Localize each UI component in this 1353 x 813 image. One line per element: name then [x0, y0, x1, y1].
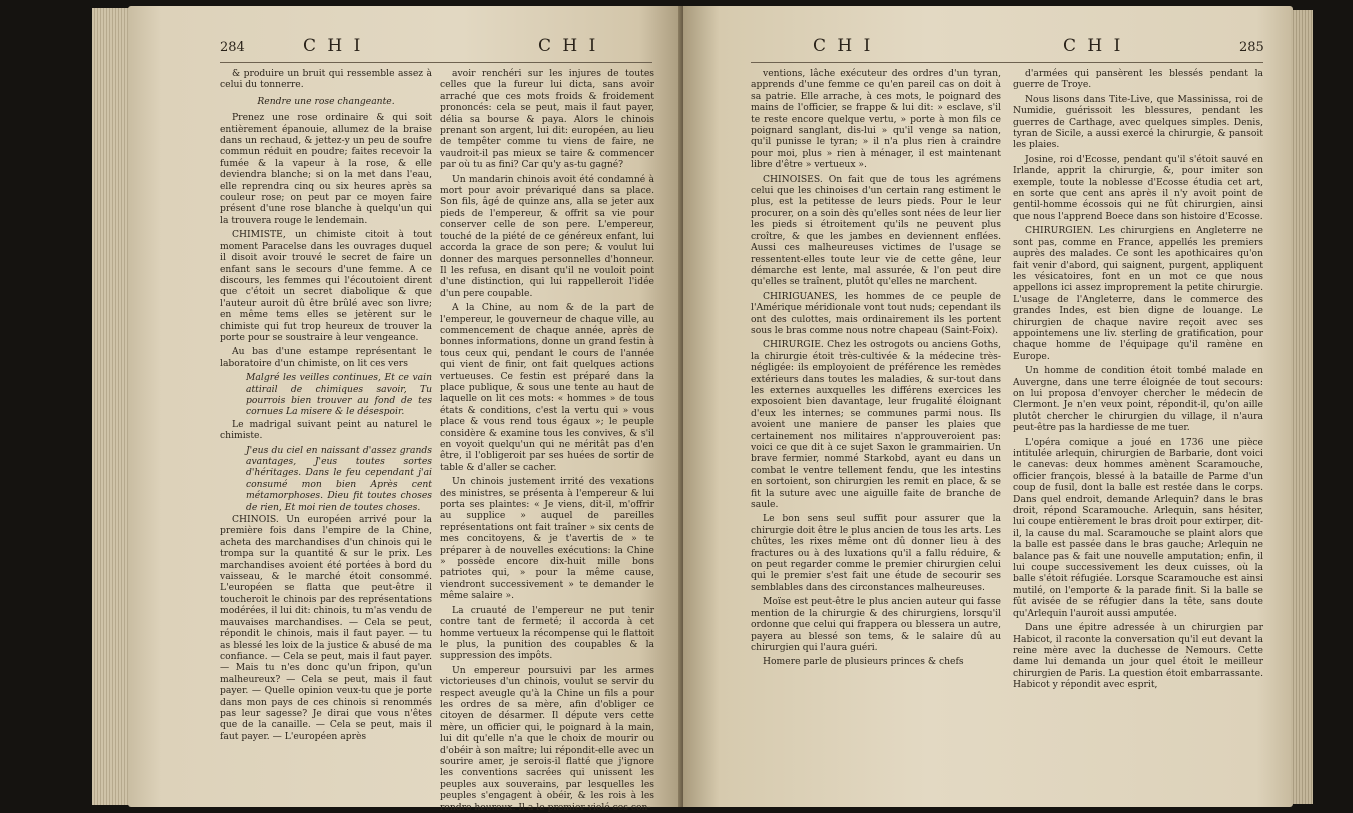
paragraph: A la Chine, au nom & de la part de l'empereur, le gouverneur de chaque ville, au commencement de chaque année, après de bonnes informations, donne un grand festin à tous ceux qui, pendant le cours de l'année qui vient de finir, ont fait quelques actions vertueuses. Ce festin est préparé dans la place publique, & sous une tente au haut de laquelle on lit ces mots: « hommes » de tous états & conditions, c'est la vertu qui » vous place & vous rend tous égaux »; le peuple considère & examine tous les convives, & s'il en voyoit quelqu'un qui ne méritât pas d'en être, il l'obligeroit par ses huées de sortir de table & d'aller se cacher. — [440, 302, 654, 473]
paragraph: Josine, roi d'Ecosse, pendant qu'il s'étoit sauvé en Irlande, apprit la chirurgie, &, pour imiter son exemple, toute la noblesse d'Ecosse étudia cet art, en sorte que cent ans après il n'y avoit point de gentil-homme écossois qui ne fût chirurgien, ainsi que nous l'apprend Boece dans son histoire d'Ecosse. — [1013, 153, 1263, 222]
page-number-right: 285 — [1239, 40, 1264, 55]
paragraph: Le madrigal suivant peint au naturel le chimiste. — [220, 418, 432, 442]
right-column-2 — [1013, 68, 1263, 793]
paragraph: L'opéra comique a joué en 1736 une pièce intitulée arlequin, chirurgien de Barbarie, dont voici le canevas: deux hommes amènent Scaramouche, officier françois, blessé à la bataille de Parme d'un coup de fusil, dont la balle est restée dans le corps. Dans quel endroit, demande Arlequin? dans le bras droit, répond Scaramouche. Arlequin, sans hésiter, lui coupe entièrement le bras droit pour extirper, dit-il, la cause du mal. Scaramouche se plaint alors que la balle est passée dans le bras gauche; Arlequin ne balance pas & fait une nouvelle amputation; enfin, il lui coupe successivement les deux cuisses, où la balle s'étoit réfugiée. Lorsque Scaramouche est ainsi mutilé, on l'emporte & la parade finit. Si la balle se fût avisée de se réfugier dans la tête, sans doute qu'Arlequin l'auroit aussi amputée. — [1013, 436, 1263, 619]
section-heading: Rendre une rose changeante. — [257, 95, 395, 107]
verse: Malgré les veilles continues, Et ce vain attirail de chimiques savoir, Tu pourrois bien trouver au fond de tes cornues La misere & le désespoir. — [246, 372, 432, 418]
page-edges-left — [92, 8, 132, 805]
running-head-right-1: C H I — [813, 36, 874, 56]
verse: J'eus du ciel en naissant d'assez grands avantages, J'eus toutes sortes d'héritages. Dans le feu cependant j'ai consumé mon bien Après cent métamorphoses. Dieu fit toutes choses de rien, Et moi rien de toutes choses. — [246, 444, 432, 513]
paragraph: CHIRURGIE. Chez les ostrogots ou anciens Goths, la chirurgie étoit très-cultivée & la médecine très-négligée: ils employoient de préférence les remèdes extérieurs dans toutes les maladies, & sur-tout dans les externes auxquelles les différens exercices les exposoient bien davantage, leur frugalité éloignant d'eux les internes; se communes parmi nous. Ils avoient une maniere de panser les plaies que certainement nos militaires n'approuveroient pas: voici ce que dit à ce sujet Saxon le grammairien. Un brave fermier, nommé Starkobd, ayant eu dans un combat le ventre tellement fendu, que les intestins en sortoient, son chirurgien les remit en place, & se fit la suture avec une aiguille faite de branche de saule. — [751, 339, 1001, 511]
paragraph: La cruauté de l'empereur ne put tenir contre tant de fermeté; il accorda à cet homme vertueux la récompense qui le flattoit le plus, la punition des coupables & la suppression des impôts. — [440, 604, 654, 662]
right-page — [683, 6, 1293, 807]
running-head-left-2: C H I — [538, 36, 599, 56]
header-rule-left — [220, 62, 652, 63]
paragraph: Moïse est peut-être le plus ancien auteur qui fasse mention de la chirurgie & des chirurgiens, lorsqu'il ordonne que celui qui frappera ou blessera un autre, payera au blessé son tems, & le salaire dû au chirurgien qui l'aura guéri. — [751, 596, 1001, 653]
paragraph: Un homme de condition étoit tombé malade en Auvergne, dans une terre éloignée de tout secours: on lui proposa d'envoyer chercher le médecin de Clermont. Je n'en veux point, répondit-il, qu'on aille plutôt chercher le chirurgien du village, il n'aura peut-être pas la hardiesse de me tuer. — [1013, 365, 1263, 434]
paragraph: Dans une épitre adressée à un chirurgien par Habicot, il raconte la conversation qu'il eut devant la reine mère avec la duchesse de Nemours. Cette dame lui demanda un jour quel étoit le meilleur chirurgien de Paris. La question étoit embarrassante. Habicot y répondit avec esprit, — [1013, 622, 1263, 691]
running-head-right-2: C H I — [1063, 36, 1124, 56]
paragraph: CHIMISTE, un chimiste citoit à tout moment Paracelse dans les ouvrages duquel il disoit avoir trouvé le secret de faire un enfant sans le secours d'une femme. A ce discours, les femmes qui l'écoutoient dirent que c'étoit un secret diabolique & que l'auteur auroit dû être brûlé avec son livre; en même tems elles se jetèrent sur le chimiste qui fut trop heureux de trouver la porte pour se soustraire à leur vengeance. — [220, 229, 432, 343]
left-page — [128, 6, 683, 813]
left-column-2 — [440, 68, 654, 813]
paragraph: Un mandarin chinois avoit été condamné à mort pour avoir prévariqué dans sa place. Son fils, âgé de quinze ans, alla se jeter aux pieds de l'empereur, & offrit sa vie pour conserver celle de son pere. L'empereur, touché de la piété de ce généreux enfant, lui accorda la grace de son pere; & voulut lui donner des marques personnelles d'honneur. Il les refusa, en disant qu'il ne vouloit point d'une distinction, qui lui rappelleroit l'idée d'un pere coupable. — [440, 173, 654, 299]
left-column-1 — [220, 68, 432, 793]
paragraph: Le bon sens seul suffit pour assurer que la chirurgie doit être le plus ancien de tous les arts. Les chûtes, les rixes même ont dû donner lieu à des fractures ou à des luxations qu'il a fallu réduire, & on peut regarder comme le premier chirurgien celui qui le premier s'est fait une étude de secourir ses semblables dans des circonstances malheureuses. — [751, 513, 1001, 593]
paragraph: CHIRURGIEN. Les chirurgiens en Angleterre ne sont pas, comme en France, appellés les premiers auprès des malades. Ce sont les apothicaires qu'on fait venir d'abord, qui saignent, purgent, appliquent les vésicatoires, font en un mot ce que nous appellons ici assez improprement la petite chirurgie. L'usage de l'Angleterre, dans le commerce des grandes Indes, est bien digne de louange. Le chirurgien de chaque navire reçoit avec ses appointemens une liv. sterling de gratification, pour chaque homme de l'équipage qu'il ramène en Europe. — [1013, 225, 1263, 362]
paragraph: CHINOISES. On fait que de tous les agrémens celui que les chinoises d'un certain rang estiment le plus, est la petitesse de leurs pieds. Pour le leur procurer, on a soin dès qu'elles sont nées de leur lier les pieds si étroitement qu'ils ne peuvent plus croître, & que les jambes en deviennent enflées. Aussi ces malheureuses victimes de l'usage se ressentent-elles toute leur vie de cette gêne, leur démarche est lente, mal assurée, & l'on peut dire qu'elles se traînent, plutôt qu'elles ne marchent. — [751, 173, 1001, 288]
paragraph: Au bas d'une estampe représentant le laboratoire d'un chimiste, on lit ces vers — [220, 346, 432, 369]
paragraph: avoir renchéri sur les injures de toutes celles que la fureur lui dicta, sans avoir arraché que ces mots froids & froidement prononcés: cela se peut, mais il faut payer, délia sa bourse & paya. Alors le chinois prenant son argent, lui dit: européen, au lieu de tempêter comme tu viens de faire, ne vaudroit-il pas mieux se taire & commencer par où tu as fini? Car qu'y as-tu gagné? — [440, 68, 654, 171]
paragraph: CHIRIGUANES, les hommes de ce peuple de l'Amérique méridionale vont tout nuds; cependant ils ont des culottes, mais ordinairement ils les portent sous le bras comme nous notre chapeau (Saint-Foix). — [751, 290, 1001, 336]
paragraph: Nous lisons dans Tite-Live, que Massinissa, roi de Numidie, guérissoit les blessures, pendant les guerres de Carthage, avec quelques simples. Denis, tyran de Sicile, a aussi exercé la chirurgie, & pansoit les plaies. — [1013, 93, 1263, 151]
right-column-1 — [751, 68, 1001, 793]
paragraph: Un chinois justement irrité des vexations des ministres, se présenta à l'empereur & lui porta ses plaintes: « Je viens, dit-il, m'offrir au supplice » auquel de pareilles représentations ont fait traîner » six cents de mes concitoyens, & je t'avertis de » te préparer à de nouvelles exécutions: la Chine » possède encore dix-huit mille bons patriotes qui, » pour la même cause, viendront successivement » te demander le même salaire ». — [440, 476, 654, 602]
page-edges-right — [1291, 10, 1313, 804]
page-number-left: 284 — [220, 40, 245, 55]
paragraph: Homere parle de plusieurs princes & chefs — [763, 656, 964, 668]
paragraph: Un empereur poursuivi par les armes victorieuses d'un chinois, voulut se servir du respect aveugle qu'à la Chine un fils a pour les ordres de sa mère, afin d'obliger ce citoyen de désarmer. Il députe vers cette mère, un officier qui, le poignard à la main, lui dit qu'elle n'a que le choix de mourir ou d'obéir à son maître; lui répondit-elle avec un sourire amer, je serois-il flatté que j'ignore les conventions sacrées qui unissent les peuples aux souverains, par lesquelles les peuples s'engagent à obéir, & les rois à les rendre heureux. Il a le premier violé ces con- — [440, 664, 654, 813]
paragraph: & produire un bruit qui ressemble assez à celui du tonnerre. — [220, 68, 432, 91]
running-head-left-1: C H I — [303, 36, 364, 56]
book-spread — [8, 6, 1345, 813]
paragraph: Prenez une rose ordinaire & qui soit entièrement épanouie, allumez de la braise dans un rechaud, & jettez-y un peu de soufre commun réduit en poudre; faites recevoir la fumée & la vapeur à la rose, & elle deviendra blanche; si on la met dans l'eau, elle reprendra cinq ou six heures après sa couleur rose; on peut par ce moyen faire présent d'une rose blanche à quelqu'un qui la trouvera rouge le lendemain. — [220, 112, 432, 226]
paragraph: ventions, lâche exécuteur des ordres d'un tyran, apprends d'une femme ce qu'en pareil cas on doit à sa patrie. Elle arrache, à ces mots, le poignard des mains de l'officier, se frappe & lui dit: » esclave, s'il te reste encore quelque vertu, » porte à mon fils ce poignard sanglant, dis-lui » qu'il venge sa nation, qu'il punisse le tyran; » il n'a plus rien à craindre pour moi, plus » rien à ménager, il est maintenant libre d'être » vertueux ». — [751, 68, 1001, 171]
paragraph: CHINOIS. Un européen arrivé pour la première fois dans l'empire de la Chine, acheta des marchandises d'un chinois qui le trompa sur la quantité & sur le prix. Les marchandises avoient été portées à bord du vaisseau, & le marché étoit consommé. L'européen se flatta que peut-être il toucheroit le chinois par des représentations modérées, il lui dit: chinois, tu m'as vendu de mauvaises marchandises. — Cela se peut, répondit le chinois, mais il faut payer. — tu as blessé les loix de la justice & abusé de ma confiance. — Cela se peut, mais il faut payer. — Mais tu n'es donc qu'un fripon, qu'un malheureux? — Cela se peut, mais il faut payer. — Quelle opinion veux-tu que je porte dans mon pays de ces chinois si renommés pas leur sagesse? Je dirai que vous n'êtes que de la canaille. — Cela se peut, mais il faut payer. — L'européen après — [220, 514, 432, 742]
header-rule-right — [751, 62, 1263, 63]
paragraph: d'armées qui pansèrent les blessés pendant la guerre de Troye. — [1013, 68, 1263, 91]
